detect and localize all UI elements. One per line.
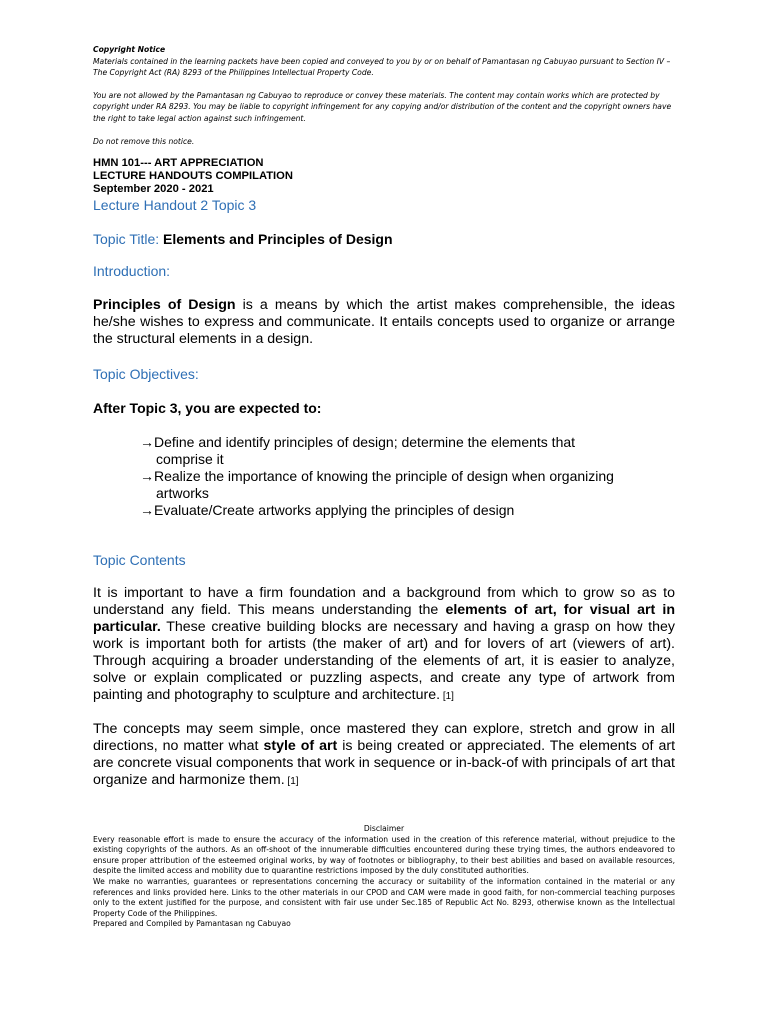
document-page bbox=[93, 44, 675, 790]
objective-line: →Realize the importance of knowing the principle of design when organizing bbox=[140, 468, 614, 485]
contents-p1-text-a: It is important to have a firm foundation and a background from which to grow so as to understand any field. This means understanding the bbox=[93, 585, 675, 619]
disclaimer-title: Disclaimer bbox=[363, 824, 405, 833]
course-header bbox=[93, 157, 675, 196]
disclaimer-paragraph-1: Every reasonable effort is made to ensure the accuracy of the information used in the creation of this reference material, without prejudice to the existing copyrights of the authors. As an off-shoot of the innumerable difficulties encountered during these trying times, the authors endeavored to ensure proper attribution of the esteemed original works, by way of footnotes or bibliography, to their best abilities and based on available resources, despite the limited access and mobility due to quarantine restrictions imposed by the duly constituted authorities. bbox=[93, 834, 675, 876]
copyright-notice bbox=[93, 44, 675, 79]
topic-title-label: Topic Title: bbox=[93, 231, 160, 248]
contents-paragraph-1 bbox=[93, 585, 675, 705]
contents-paragraph-2 bbox=[93, 721, 675, 790]
objectives-heading: Topic Objectives: bbox=[93, 366, 199, 383]
course-line-1: HMN 101--- ART APPRECIATION bbox=[93, 157, 264, 170]
disclaimer-paragraph-3: Prepared and Compiled by Pamantasan ng Cabuyao bbox=[93, 919, 291, 929]
copyright-block-2 bbox=[93, 90, 675, 125]
reference-marker: [1] bbox=[440, 691, 454, 703]
topic-title bbox=[93, 230, 675, 248]
topic-title-value: Elements and Principles of Design bbox=[163, 231, 393, 248]
contents-p2-text-a: The concepts may seem simple, once mastered they can explore, stretch and grow in all directions, no matter what bbox=[93, 721, 675, 755]
objective-item bbox=[140, 468, 675, 502]
contents-heading: Topic Contents bbox=[93, 552, 186, 569]
objective-item bbox=[140, 434, 675, 468]
introduction-text: is a means by which the artist makes comprehensible, the ideas he/she wishes to express and communicate. It entails concepts used to organize or arrange the structural elements in a design. bbox=[93, 297, 676, 348]
introduction-heading: Introduction: bbox=[93, 263, 171, 280]
contents-p1-bold: elements of art, for visual art in particular. bbox=[93, 602, 675, 636]
copyright-block-3 bbox=[93, 136, 675, 148]
objective-item bbox=[140, 502, 675, 519]
objective-line: →Evaluate/Create artworks applying the principles of design bbox=[140, 502, 515, 519]
contents-p2-bold: style of art bbox=[263, 738, 338, 755]
copyright-title: Copyright Notice bbox=[93, 45, 166, 54]
copyright-paragraph-1: Materials contained in the learning packets have been copied and conveyed to you by or on behalf of Pamantasan ng Cabuyao pursuant to Section IV – The Copyright Act (RA) 8293 of the Philippines Intellectual Property Code. bbox=[93, 56, 671, 78]
introduction-term: Principles of Design bbox=[93, 297, 236, 314]
objective-line: →Define and identify principles of design; determine the elements that bbox=[140, 434, 576, 451]
course-line-2: LECTURE HANDOUTS COMPILATION bbox=[93, 170, 293, 183]
objective-line-continued: comprise it bbox=[156, 451, 224, 468]
copyright-paragraph-3: Do not remove this notice. bbox=[93, 136, 195, 146]
contents-p2-text-b: is being created or appreciated. The elements of art are concrete visual components that work in sequence or in-back-of with principals of art that organize and harmonize them. bbox=[93, 738, 676, 789]
objective-line-continued: artworks bbox=[156, 485, 209, 502]
handout-title: Lecture Handout 2 Topic 3 bbox=[93, 197, 257, 214]
objectives-lead: After Topic 3, you are expected to: bbox=[93, 400, 322, 417]
introduction-paragraph bbox=[93, 297, 675, 348]
contents-p1-text-b: These creative building blocks are necessary and having a grasp on how they work is important both for artists (the maker of art) and for lovers of art (viewers of art). Through acquiring a broader understanding of the elements of art, it is easier to analyze, solve or explain complicated or puzzling aspects, and create any type of artwork from painting and photography to sculpture and architecture. bbox=[93, 619, 675, 704]
objectives-list bbox=[93, 434, 675, 519]
course-line-3: September 2020 - 2021 bbox=[93, 183, 214, 196]
reference-marker: [1] bbox=[284, 776, 299, 788]
disclaimer-paragraph-2: We make no warranties, guarantees or representations concerning the accuracy or suitability of the information contained in the material or any references and links provided here. Links to the other materials in our CPOD and CAM were made in good faith, for non-commercial teaching purposes only to the extent justified for the purpose, and consistent with fair use under Sec.185 of Republic Act No. 8293, otherwise known as the Intellectual Property Code of the Philippines. bbox=[93, 876, 675, 918]
copyright-paragraph-2: You are not allowed by the Pamantasan ng Cabuyao to reproduce or convey these materials. The content may contain works which are protected by copyright under RA 8293. You may be liable to copyright infringement for any copying and/or distribution of the content and the copyright owners have the right to take legal action against such infringement. bbox=[93, 90, 672, 123]
disclaimer bbox=[93, 824, 675, 930]
